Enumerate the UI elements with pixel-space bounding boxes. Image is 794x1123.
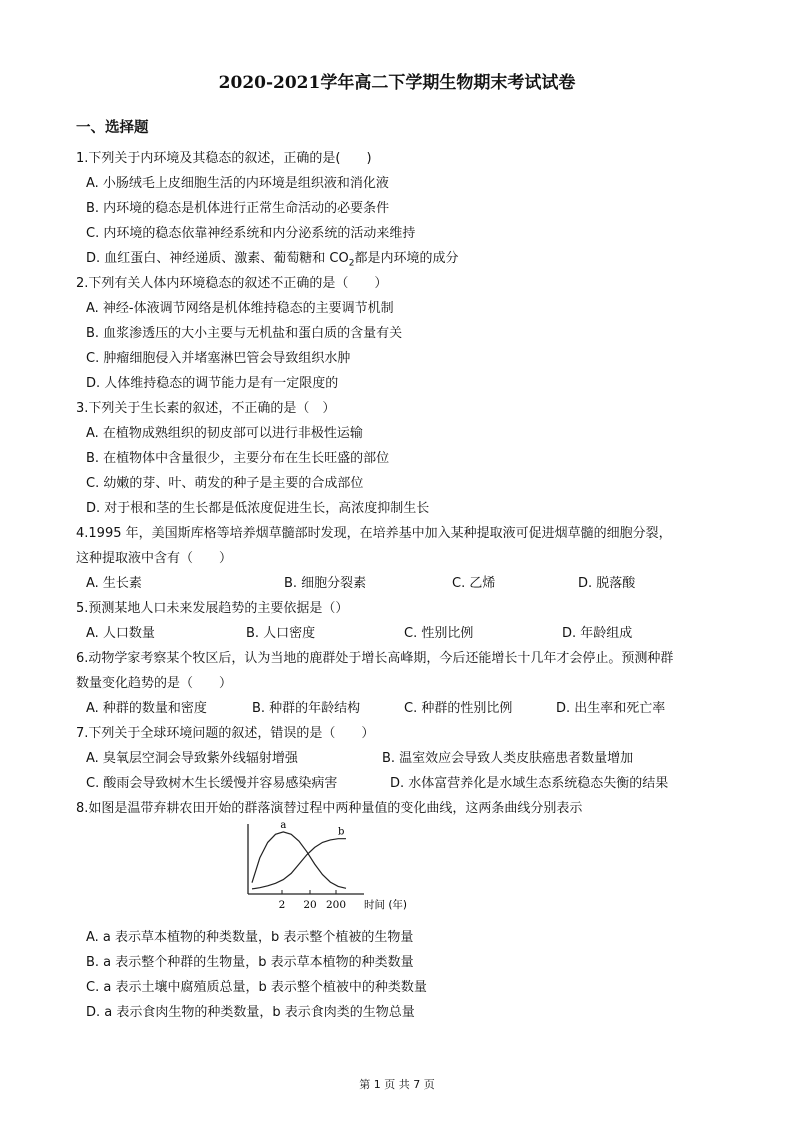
question-1-stem: 1.下列关于内环境及其稳态的叙述，正确的是( ) xyxy=(76,151,372,166)
question-5-option-c: C. 性别比例 xyxy=(404,626,474,641)
question-5-option-a: A. 人口数量 xyxy=(86,626,155,641)
question-1-option-c: C. 内环境的稳态依靠神经系统和内分泌系统的活动来维持 xyxy=(86,226,416,241)
question-7-option-a: A. 臭氧层空洞会导致紫外线辐射增强 xyxy=(86,751,298,766)
question-6-option-a: A. 种群的数量和密度 xyxy=(86,701,207,716)
page-title: 2020-2021学年高二下学期生物期末考试试卷 xyxy=(218,73,576,93)
question-7-option-c: C. 酸雨会导致树木生长缓慢并容易感染病害 xyxy=(86,776,338,791)
question-6-option-b: B. 种群的年龄结构 xyxy=(252,701,361,716)
question-5-stem: 5.预测某地人口未来发展趋势的主要依据是（） xyxy=(76,601,349,616)
question-7-option-b: B. 温室效应会导致人类皮肤癌患者数量增加 xyxy=(382,751,634,766)
co2-subscript: 2 xyxy=(348,258,355,269)
page-footer: 第 1 页 共 7 页 xyxy=(359,1078,435,1091)
x-tick-label: 2 xyxy=(278,899,286,911)
question-5-option-d: D. 年龄组成 xyxy=(562,626,633,641)
x-axis-label: 时间 (年) xyxy=(364,899,408,911)
series-a-label: a xyxy=(280,819,287,831)
question-1-option-a: A. 小肠绒毛上皮细胞生活的内环境是组织液和消化液 xyxy=(86,176,389,191)
succession-chart xyxy=(240,818,420,913)
question-4-stem-line-1: 4.1995 年，美国斯库格等培养烟草髓部时发现，在培养基中加入某种提取液可促进烟草髓的细胞分裂， xyxy=(76,526,672,541)
x-tick-labels xyxy=(279,890,346,911)
x-tick-label: 20 xyxy=(303,899,317,911)
question-6-stem-line-2: 数量变化趋势的是（ ） xyxy=(76,676,233,691)
question-3-option-c: C. 幼嫩的芽、叶、萌发的种子是主要的合成部位 xyxy=(86,476,364,491)
question-3-option-a: A. 在植物成熟组织的韧皮部可以进行非极性运输 xyxy=(86,426,363,441)
question-6-option-d: D. 出生率和死亡率 xyxy=(556,701,666,716)
x-tick-label: 200 xyxy=(325,899,347,911)
question-1-option-b: B. 内环境的稳态是机体进行正常生命活动的必要条件 xyxy=(86,201,390,216)
question-4-option-b: B. 细胞分裂素 xyxy=(284,576,367,591)
question-5-option-b: B. 人口密度 xyxy=(246,626,316,641)
option-d-text: D. 血红蛋白、神经递质、激素、葡萄糖和 CO xyxy=(86,251,349,266)
question-7-options-row-1 xyxy=(86,750,716,768)
question-1-option-d xyxy=(86,250,458,273)
question-6-options xyxy=(86,700,706,718)
question-7-options-row-2 xyxy=(86,775,716,793)
question-8-option-a: A. a 表示草本植物的种类数量，b 表示整个植被的生物量 xyxy=(86,930,414,945)
question-3-stem: 3.下列关于生长素的叙述，不正确的是（ ） xyxy=(76,401,336,416)
question-3-option-b: B. 在植物体中含量很少，主要分布在生长旺盛的部位 xyxy=(86,451,390,466)
question-4-option-d: D. 脱落酸 xyxy=(578,576,636,591)
question-3-option-d: D. 对于根和茎的生长都是低浓度促进生长，高浓度抑制生长 xyxy=(86,501,430,516)
section-heading: 一、选择题 xyxy=(76,120,149,136)
option-d-text-end: 都是内环境的成分 xyxy=(354,251,459,266)
question-7-stem: 7.下列关于全球环境问题的叙述，错误的是（ ） xyxy=(76,726,375,741)
question-4-option-a: A. 生长素 xyxy=(86,576,142,591)
question-8-option-b: B. a 表示整个种群的生物量，b 表示草本植物的种类数量 xyxy=(86,955,414,970)
question-6-option-c: C. 种群的性别比例 xyxy=(404,701,513,716)
series-a-curve xyxy=(252,832,346,888)
question-7-option-d: D. 水体富营养化是水域生态系统稳态失衡的结果 xyxy=(390,776,669,791)
question-2-option-c: C. 肿瘤细胞侵入并堵塞淋巴管会导致组织水肿 xyxy=(86,351,351,366)
question-2-option-b: B. 血浆渗透压的大小主要与无机盐和蛋白质的含量有关 xyxy=(86,326,403,341)
question-2-option-a: A. 神经-体液调节网络是机体维持稳态的主要调节机制 xyxy=(86,301,394,316)
question-2-option-d: D. 人体维持稳态的调节能力是有一定限度的 xyxy=(86,376,339,391)
question-5-options xyxy=(86,625,706,643)
series-b-label: b xyxy=(338,826,345,838)
question-4-options xyxy=(86,575,706,593)
question-6-stem-line-1: 6.动物学家考察某个牧区后，认为当地的鹿群处于增长高峰期，今后还能增长十几年才会停止。预测种群 xyxy=(76,651,674,666)
question-8-option-c: C. a 表示土壤中腐殖质总量，b 表示整个植被中的种类数量 xyxy=(86,980,427,995)
question-4-stem-line-2: 这种提取液中含有（ ） xyxy=(76,551,233,566)
question-4-option-c: C. 乙烯 xyxy=(452,576,496,591)
question-8-stem: 8.如图是温带弃耕农田开始的群落演替过程中两种量值的变化曲线，这两条曲线分别表示 xyxy=(76,801,583,816)
question-2-stem: 2.下列有关人体内环境稳态的叙述不正确的是（ ） xyxy=(76,276,388,291)
question-8-option-d: D. a 表示食肉生物的种类数量，b 表示食肉类的生物总量 xyxy=(86,1005,415,1020)
